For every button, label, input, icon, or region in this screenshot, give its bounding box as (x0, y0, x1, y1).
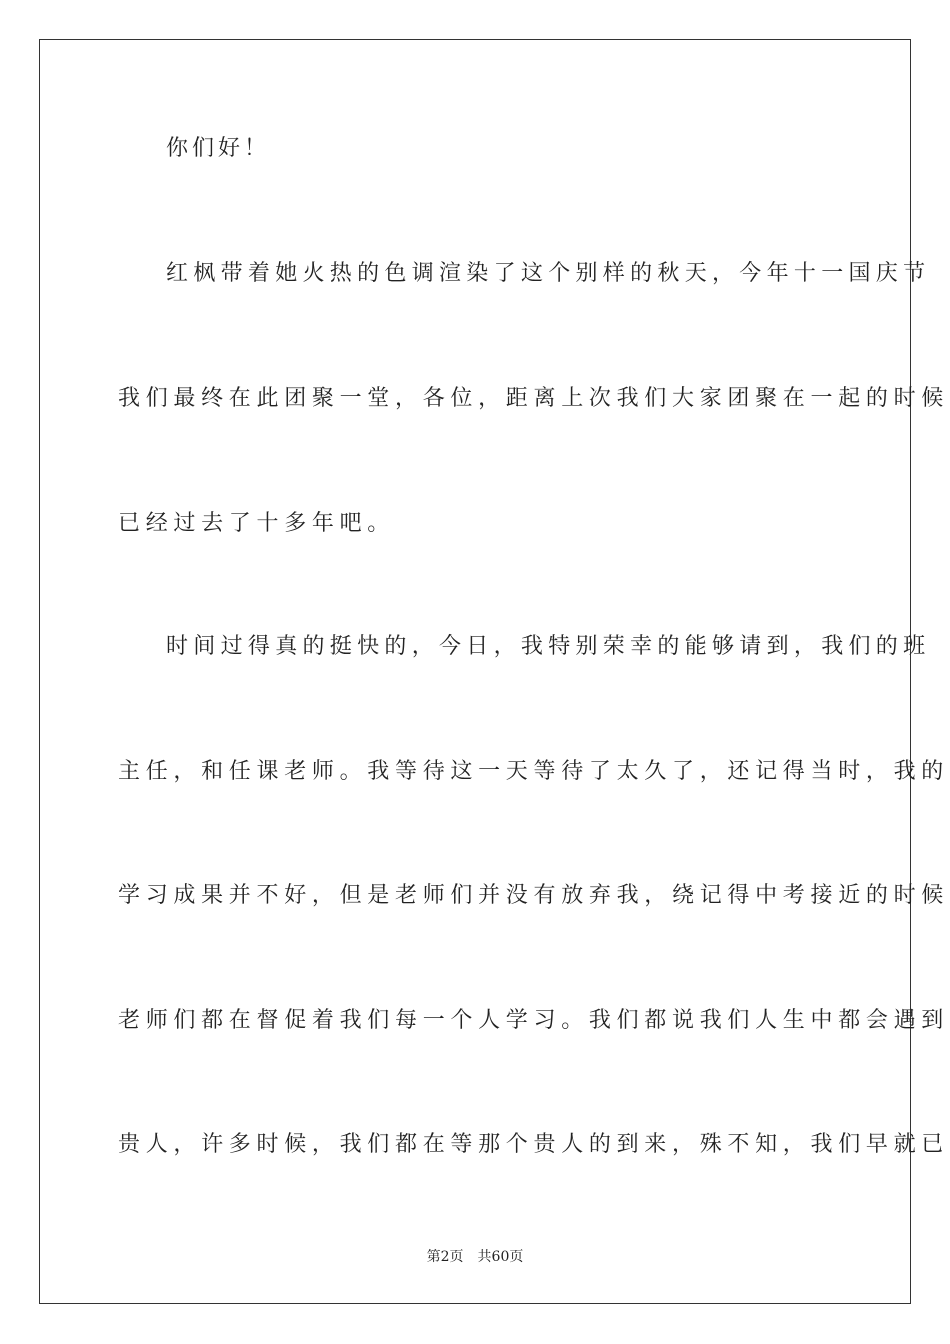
paragraph-line: 红枫带着她火热的色调渲染了这个别样的秋天，今年十一国庆节 (166, 261, 931, 286)
total-pages: 共60页 (477, 1249, 524, 1265)
paragraph-line: 贵人，许多时候，我们都在等那个贵人的到来，殊不知，我们早就已 (118, 1132, 950, 1157)
paragraph-line: 老师们都在督促着我们每一个人学习。我们都说我们人生中都会遇到 (118, 1008, 950, 1033)
paragraph-line: 我们最终在此团聚一堂，各位，距离上次我们大家团聚在一起的时候 (118, 386, 950, 411)
paragraph-line: 已经过去了十多年吧。 (118, 511, 396, 536)
greeting-line: 你们好！ (166, 136, 271, 161)
paragraph-line: 时间过得真的挺快的，今日，我特别荣幸的能够请到，我们的班 (166, 634, 931, 659)
page-border (39, 39, 911, 1304)
page-number: 第2页 (426, 1249, 464, 1265)
paragraph-line: 主任，和任课老师。我等待这一天等待了太久了，还记得当时，我的 (118, 759, 950, 784)
page-footer (0, 1247, 950, 1267)
paragraph-line: 学习成果并不好，但是老师们并没有放弃我，绕记得中考接近的时候 (118, 883, 950, 908)
